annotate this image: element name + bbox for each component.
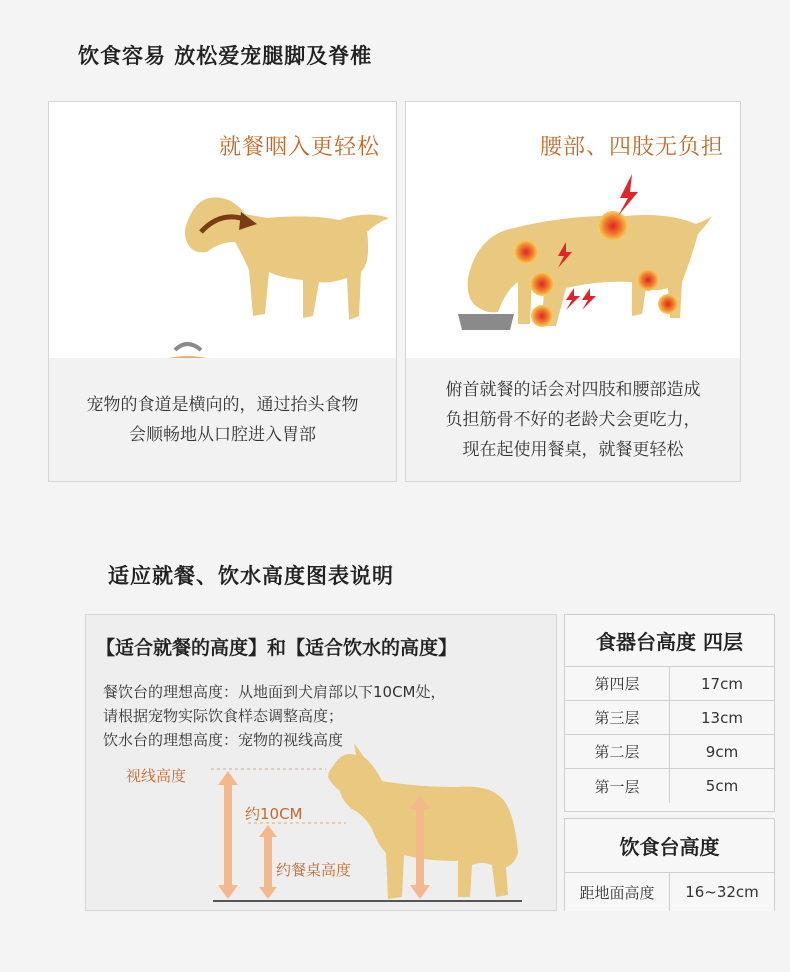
layer-cell: 第四层 (565, 667, 670, 700)
pain-point (514, 240, 538, 264)
dog-silhouette (185, 197, 389, 320)
pain-point (531, 305, 553, 327)
label-10cm: 约10CM (245, 805, 303, 823)
pain-point (530, 272, 554, 296)
section-heading-2: 适应就餐、饮水高度图表说明 (108, 564, 394, 588)
table-row (565, 769, 774, 803)
label-sight-height: 视线高度 (126, 767, 187, 785)
double-arrow-icon (218, 771, 238, 899)
card-caption: 宠物的食道是横向的，通过抬头食物 会顺畅地从口腔进入胃部 (49, 358, 396, 481)
lightning-icon (618, 174, 638, 216)
feeder-height-table (564, 614, 775, 812)
table-row (565, 667, 774, 701)
label-table-height: 约餐桌高度 (276, 861, 352, 879)
label-cell: 距地面高度 (565, 873, 670, 911)
height-cell: 13cm (701, 708, 743, 727)
diagram-desc-line: 餐饮台的理想高度：从地面到犬肩部以下10CM处， (103, 683, 446, 701)
diagram-desc-line: 饮水台的理想高度：宠物的视线高度 (103, 731, 344, 749)
table-row (565, 735, 774, 769)
card-title: 腰部、四肢无负担 (539, 135, 724, 160)
lightning-icon (582, 288, 596, 310)
value-cell: 16~32cm (685, 883, 759, 901)
layer-cell: 第三层 (565, 701, 670, 734)
double-arrow-icon (259, 825, 277, 899)
layer-cell: 第一层 (565, 769, 670, 803)
bowl (458, 314, 514, 330)
table-header: 食器台高度 四层 (565, 615, 774, 667)
height-cell: 9cm (705, 742, 739, 761)
pain-point (658, 294, 678, 314)
pain-point (637, 269, 659, 291)
pain-point (598, 211, 628, 241)
feature-card-joints (405, 101, 741, 482)
section-heading-1: 饮食容易 放松爱宠腿脚及脊椎 (78, 44, 373, 68)
table-row (565, 873, 774, 911)
diagram-title: 【适合就餐的高度】和【适合饮水的高度】 (96, 637, 458, 659)
card-title: 就餐咽入更轻松 (218, 135, 380, 160)
card-image (406, 102, 740, 358)
diagram-desc-line: 请根据宠物实际饮食样态调整高度； (103, 707, 344, 725)
height-cell: 17cm (701, 674, 743, 693)
lightning-icon (566, 288, 580, 310)
table-row (565, 701, 774, 735)
height-diagram (85, 614, 557, 911)
layer-cell: 第二层 (565, 735, 670, 768)
card-image (49, 102, 396, 358)
feature-card-swallow (48, 101, 397, 482)
height-cell: 5cm (705, 777, 739, 795)
table-header: 饮食台高度 (565, 819, 774, 873)
card-caption: 俯首就餐的话会对四肢和腰部造成 负担筋骨不好的老龄犬会更吃力， 现在起使用餐桌，就餐更轻松 (406, 358, 740, 481)
dining-height-table (564, 818, 775, 911)
